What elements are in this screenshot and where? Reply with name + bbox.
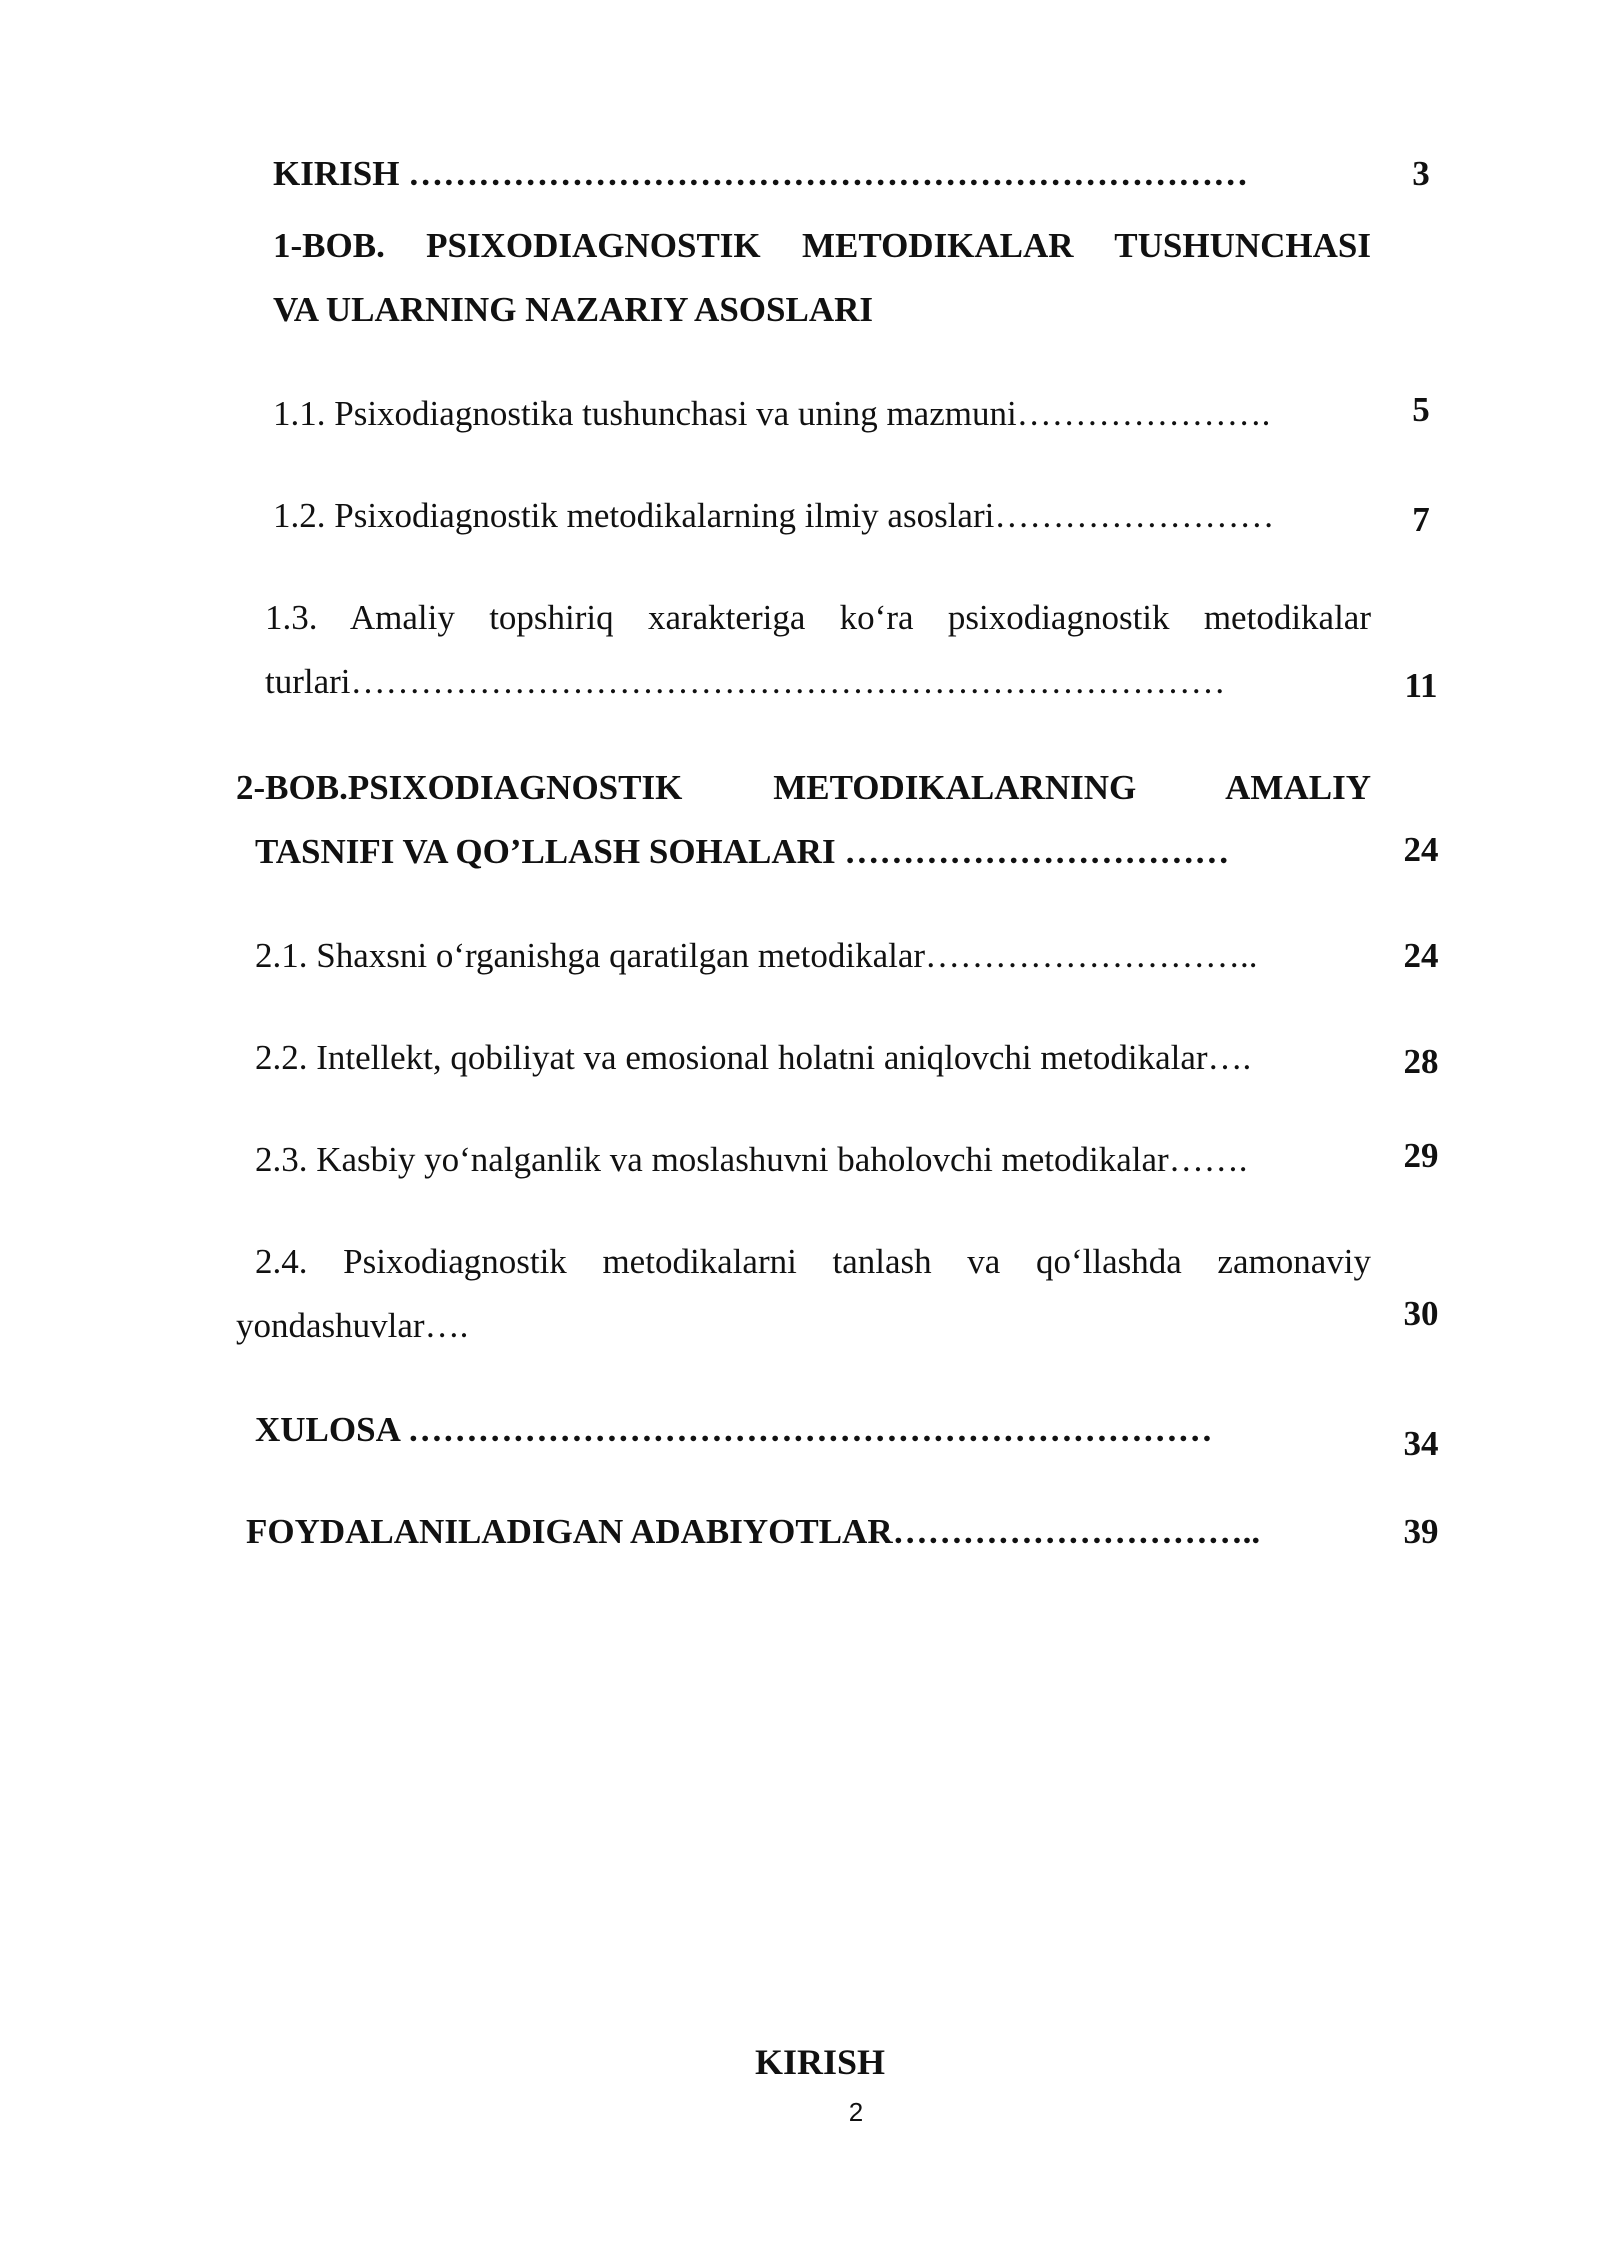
toc-page-2-4: 30 [1403,1294,1439,1333]
page-number: 2 [848,2097,864,2127]
toc-page-2-1: 24 [1403,936,1439,975]
toc-entry-1-3-line-1: 1.3. Amaliy topshiriq xarakteriga ko‘ra psixodiagnostik metodikalar [265,598,1371,637]
next-section-heading: KIRISH [754,2042,886,2082]
toc-entry-2-3: 2.3. Kasbiy yo‘nalganlik va moslashuvni baholovchi metodikalar……. [255,1140,1248,1179]
toc-entry-2-4-line-1: 2.4. Psixodiagnostik metodikalarni tanlash va qo‘llashda zamonaviy [255,1242,1371,1281]
toc-entry-xulosa: XULOSA …………………………………………………………… [255,1410,1213,1449]
toc-page-chapter-2: 24 [1403,830,1439,869]
toc-entry-1-2: 1.2. Psixodiagnostik metodikalarning ilmiy asoslari…………………… [273,496,1275,535]
toc-entry-adabiyotlar: FOYDALANILADIGAN ADABIYOTLAR………………………….. [246,1512,1261,1551]
toc-page-1-2: 7 [1412,500,1430,539]
toc-page-2-2: 28 [1403,1042,1439,1081]
toc-entry-2-4-line-2: yondashuvlar…. [236,1306,469,1345]
toc-page-kirish: 3 [1412,154,1430,193]
toc-entry-2-1: 2.1. Shaxsni o‘rganishga qaratilgan metodikalar……………………….. [255,936,1258,975]
toc-entry-kirish: KIRISH ……………………………………………………………… [273,154,1249,193]
toc-chapter-1-line-1: 1-BOB. PSIXODIAGNOSTIK METODIKALAR TUSHUNCHASI [273,226,1371,265]
toc-page-1-3: 11 [1404,666,1438,705]
toc-chapter-1-line-2: VA ULARNING NAZARIY ASOSLARI [273,290,873,329]
toc-entry-2-2: 2.2. Intellekt, qobiliyat va emosional holatni aniqlovchi metodikalar…. [255,1038,1252,1077]
toc-entry-1-1: 1.1. Psixodiagnostika tushunchasi va uning mazmuni…………………. [273,394,1271,433]
toc-chapter-2-line-2: TASNIFI VA QO’LLASH SOHALARI …………………………… [255,832,1230,871]
toc-chapter-2-line-1: 2-BOB.PSIXODIAGNOSTIK METODIKALARNING AMALIY [236,768,1371,807]
toc-page-2-3: 29 [1403,1136,1439,1175]
toc-page-xulosa: 34 [1403,1424,1439,1463]
toc-page-1-1: 5 [1412,390,1430,429]
toc-page-adabiyotlar: 39 [1403,1512,1439,1551]
toc-entry-1-3-line-2: turlari………………………………………………………………… [265,662,1226,701]
